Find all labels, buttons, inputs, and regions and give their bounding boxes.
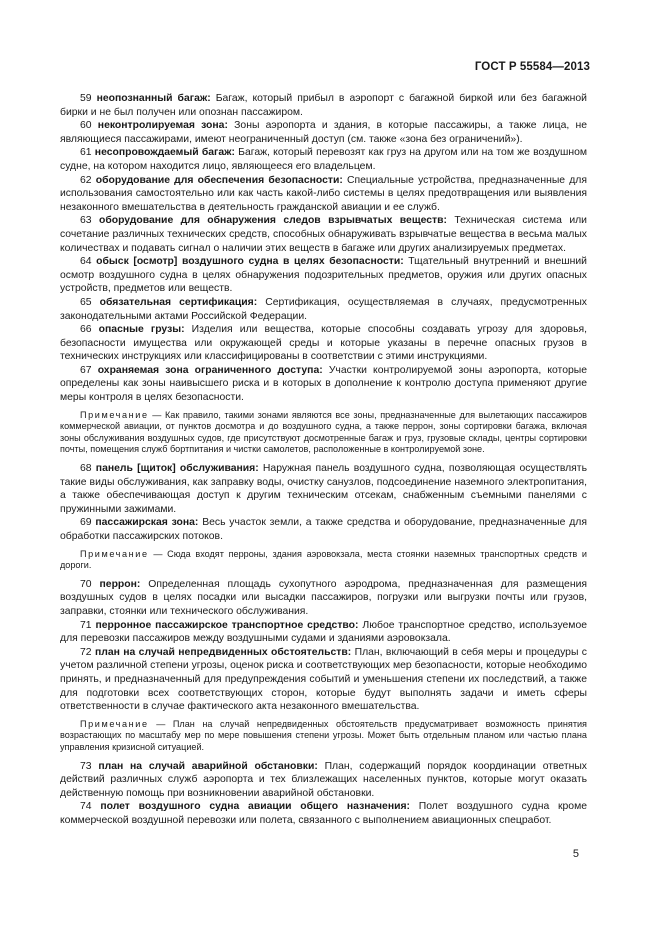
term-number: 65 <box>80 296 92 308</box>
term-number: 60 <box>80 120 92 132</box>
definition-74 <box>60 800 587 827</box>
term-name: план на случай непредвиденных обстоятельств: <box>94 646 352 658</box>
term-definition: Любое транспортное средство, используемое для перевозки пассажиров между воздушными судами и зданиями аэровокзала. <box>60 619 587 645</box>
term-definition: Участки контролируемой зоны аэропорта, которые определены как зоны наивысшего риска и в которых в дополнение к контролю доступа применяют другие меры контроля в целях безопасности. <box>60 364 588 404</box>
term-name: полет воздушного судна авиации общего назначения: <box>100 801 411 813</box>
term-name: обыск [осмотр] воздушного судна в целях безопасности: <box>96 256 404 268</box>
term-name: оборудование для обеспечения безопасности: <box>95 174 343 186</box>
document-body <box>60 92 587 827</box>
term-name: опасные грузы: <box>98 324 185 336</box>
note-69 <box>60 549 587 572</box>
note-label: Примечание <box>80 409 149 420</box>
term-number: 70 <box>80 578 92 590</box>
term-name: неконтролируемая зона: <box>97 120 228 132</box>
definition-59 <box>60 92 587 119</box>
definition-72 <box>60 646 587 714</box>
definition-71 <box>60 619 587 646</box>
note-label: Примечание <box>80 548 149 559</box>
term-name: неопознанный багаж: <box>96 93 211 104</box>
term-definition: План, включающий в себя меры и процедуры с учетом различной степени угрозы, оценок риска и соответствующих мер безопасности, которые необходимо принять, и предназначенный для предупреждения событий и уменьшения степени их последствий, а также для подготовки всех соответствующих сторон, которые будут выполнять задачи и иметь сферы ответственности в случае фактического акта незаконного вмешательства. <box>60 646 587 713</box>
term-number: 63 <box>80 215 92 227</box>
definition-64 <box>60 255 587 296</box>
term-name: панель [щиток] обслуживания: <box>95 463 259 475</box>
term-definition: Изделия или вещества, которые способны создавать угрозу для здоровья, безопасности имущества или окружающей среды и которые указаны в перечне опасных грузов в технических инструкциях или классифицированы в соответствии с этими инструкциями. <box>60 324 587 363</box>
term-number: 69 <box>80 517 92 529</box>
term-definition: Полет воздушного судна кроме коммерческой воздушной перевозки или полета, связанного с выполнением авиационных спецработ. <box>60 801 588 826</box>
term-definition: Сертификация, осуществляемая в случаях, предусмотренных законодательными актами Российской Федерации. <box>60 296 587 322</box>
definition-67 <box>60 364 587 405</box>
term-name: план на случай аварийной обстановки: <box>98 760 318 772</box>
note-text: — Как правило, такими зонами являются все зоны, предназначенные для вылетающих пассажиров коммерческой авиации, от пунктов досмотра и до воздушного судна, а также перрон, зоны сортировки багажа, включая зоны обслуживания воздушных судов, где присутствуют досмотренные багаж и груз, грузовые склады, центры сортировки почты, помещения служб бортпитания и чистки самолетов, расположенные в контролируемой зоне. <box>60 409 587 455</box>
term-number: 68 <box>80 463 92 475</box>
term-name: перрон: <box>99 578 141 590</box>
document-id-header: ГОСТ Р 55584—2013 <box>474 61 590 73</box>
note-label: Примечание <box>80 718 149 729</box>
definition-62 <box>60 174 587 215</box>
term-definition: Наружная панель воздушного судна, позволяющая осуществлять такие виды обслуживания, как заправку воды, очистку санузлов, подсоединение наземного электропитания, а также обеспечивающая доступ к другим техническим отсекам, снабженным съемными панелями с пружинными зажимами. <box>60 463 587 515</box>
term-name: охраняемая зона ограниченного доступа: <box>97 364 323 376</box>
term-name: оборудование для обнаружения следов взрывчатых веществ: <box>98 215 447 227</box>
term-name: обязательная сертификация: <box>99 296 258 308</box>
note-text: — План на случай непредвиденных обстоятельств предусматривает возможность принятия возрастающих по масштабу мер по мере повышения степени угрозы. Может быть отдельным планом или частью плана управления кризисной ситуацией. <box>60 718 587 752</box>
term-definition: Весь участок земли, а также средства и оборудование, предназначенные для обработки пассажирских потоков. <box>60 517 587 542</box>
term-definition: Специальные устройства, предназначенные для использования самостоятельно или как часть какой-либо системы в целях предотвращения или выявления незаконного вмешательства в деятельность гражданской авиации и ее служб. <box>60 174 587 213</box>
definition-60 <box>60 119 587 146</box>
definition-70 <box>60 578 587 619</box>
page-number: 5 <box>572 848 579 860</box>
term-number: 67 <box>80 364 92 376</box>
term-number: 66 <box>80 324 92 336</box>
term-number: 74 <box>80 801 92 813</box>
term-definition: План, содержащий порядок координации ответных действий различных служб аэропорта и тех близлежащих населенных пунктов, которые могут оказать действенную помощь при возникновении аварийной обстановки. <box>60 760 587 799</box>
definition-69 <box>60 516 587 543</box>
term-name: перронное пассажирское транспортное средство: <box>95 619 359 631</box>
term-definition: Определенная площадь сухопутного аэродрома, предназначенная для размещения воздушных судов в целях посадки или высадки пассажиров, погрузки или выгрузки почты или грузов, заправки, стоянки или технического обслуживания. <box>60 578 587 617</box>
definition-66 <box>60 323 587 364</box>
term-number: 62 <box>80 174 92 186</box>
term-number: 61 <box>80 147 92 159</box>
term-definition: Багаж, который перевозят как груз на другом или на том же воздушном судне, на котором находится лицо, являющееся его владельцем. <box>60 147 587 172</box>
term-number: 59 <box>80 93 92 104</box>
definition-68 <box>60 462 587 516</box>
note-text: — Сюда входят перроны, здания аэровокзала, места стоянки наземных транспортных средств и дороги. <box>60 548 587 571</box>
term-definition: Техническая система или сочетание различных технических средств, способных обнаруживать взрывчатые вещества в весьма малых количествах и подавать сигнал о наличии этих веществ в багаже или других анализируемых предметах. <box>60 215 587 254</box>
note-72 <box>60 719 587 754</box>
term-number: 64 <box>80 256 92 268</box>
note-67 <box>60 410 587 456</box>
term-definition: Тщательный внутренний и внешний осмотр воздушного судна в целях обнаружения подозрительных предметов, оружия или других опасных устройств, предметов или веществ. <box>60 256 587 295</box>
definition-73 <box>60 760 587 801</box>
term-definition: Багаж, который прибыл в аэропорт с багажной биркой или без багажной бирки и не был получен или опознан пассажиром. <box>60 93 587 118</box>
definition-65 <box>60 296 587 323</box>
term-number: 71 <box>80 619 92 631</box>
term-number: 72 <box>80 646 92 658</box>
term-name: пассажирская зона: <box>95 517 199 529</box>
term-number: 73 <box>80 760 92 772</box>
term-name: несопровождаемый багаж: <box>94 147 235 159</box>
definition-63 <box>60 214 587 255</box>
term-definition: Зоны аэропорта и здания, в которые пассажиры, а также лица, не являющиеся пассажирами, имеют неограниченный доступ (см. также «зона без ограничений»). <box>60 120 588 145</box>
definition-61 <box>60 146 587 173</box>
